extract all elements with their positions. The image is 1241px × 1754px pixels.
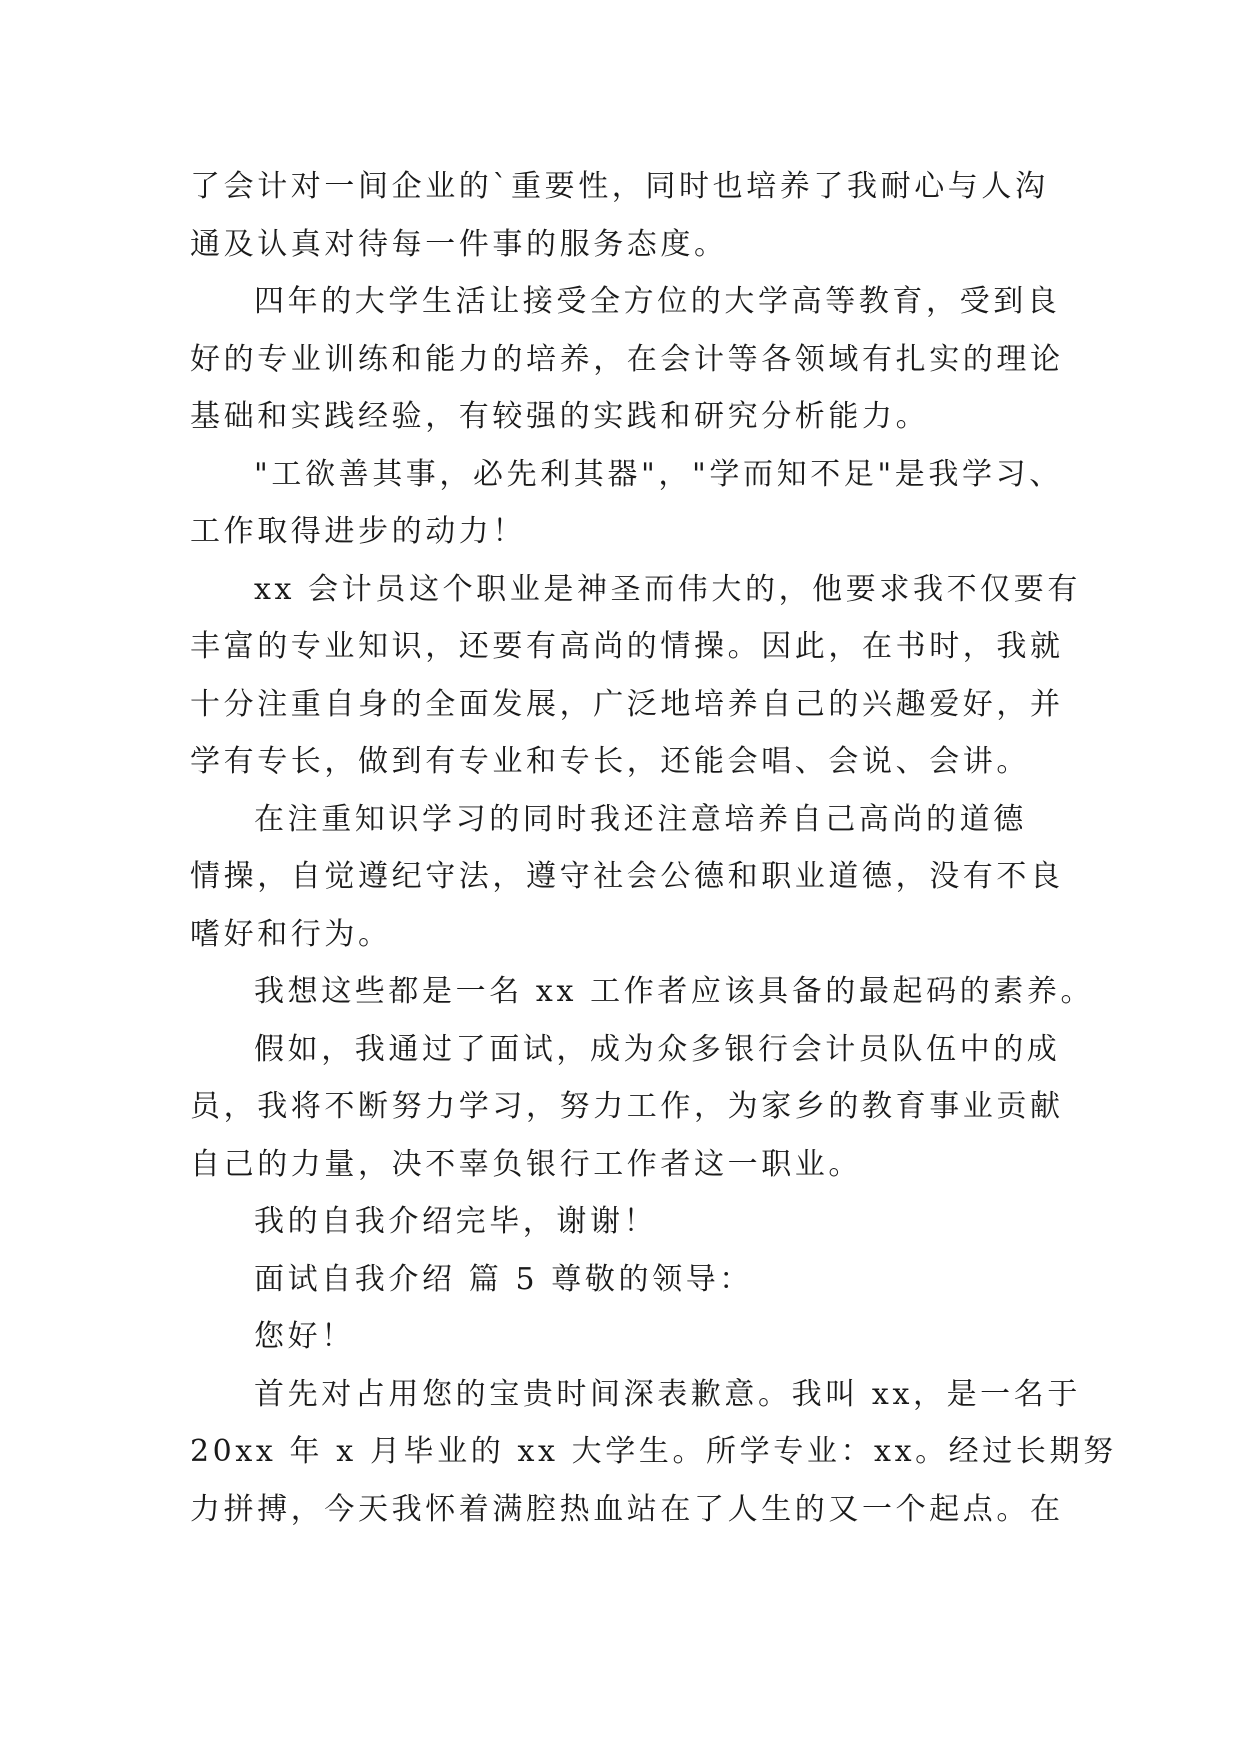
text-line: 基础和实践经验，有较强的实践和研究分析能力。 [190,399,930,434]
text-line: 学有专长，做到有专业和专长，还能会唱、会说、会讲。 [190,744,1030,779]
text-line: xx 会计员这个职业是神圣而伟大的，他要求我不仅要有 [254,571,1081,607]
text-line: 假如，我通过了面试，成为众多银行会计员队伍中的成 [254,1031,1061,1067]
text-line: 好的专业训练和能力的培养，在会计等各领域有扎实的理论 [190,341,1064,377]
text-line: 十分注重自身的全面发展，广泛地培养自己的兴趣爱好，并 [190,686,1064,722]
text-line: 自己的力量，决不辜负银行工作者这一职业。 [190,1146,862,1182]
text-line: 您好！ [254,1319,355,1354]
text-line: 丰富的专业知识，还要有高尚的情操。因此，在书时，我就 [190,629,1064,664]
text-line: 嗜好和行为。 [190,916,392,952]
text-line: 四年的大学生活让接受全方位的大学高等教育，受到良 [254,284,1061,319]
text-line: 20xx 年 x 月毕业的 xx 大学生。所学专业：xx。经过长期努 [190,1434,1117,1469]
text-line: 工作取得进步的动力！ [190,514,526,549]
text-line: 员，我将不断努力学习，努力工作，为家乡的教育事业贡献 [190,1089,1064,1124]
text-line: 首先对占用您的宝贵时间深表歉意。我叫 xx，是一名于 [254,1376,1081,1412]
text-line: 面试自我介绍 篇 5 尊敬的领导： [254,1261,753,1297]
text-line: 情操，自觉遵纪守法，遵守社会公德和职业道德，没有不良 [190,859,1064,894]
text-line: 通及认真对待每一件事的服务态度。 [190,226,728,262]
document-body [190,158,1117,1538]
text-line: 了会计对一间企业的`重要性，同时也培养了我耐心与人沟 [190,169,1049,204]
text-line: 在注重知识学习的同时我还注意培养自己高尚的道德 [254,801,1027,837]
text-line: 力拼搏，今天我怀着满腔热血站在了人生的又一个起点。在 [190,1491,1064,1527]
text-line: 我想这些都是一名 xx 工作者应该具备的最起码的素养。 [254,974,1095,1009]
text-line: "工欲善其事，必先利其器"，"学而知不足"是我学习、 [254,456,1063,492]
text-line: 我的自我介绍完毕，谢谢！ [254,1204,658,1239]
